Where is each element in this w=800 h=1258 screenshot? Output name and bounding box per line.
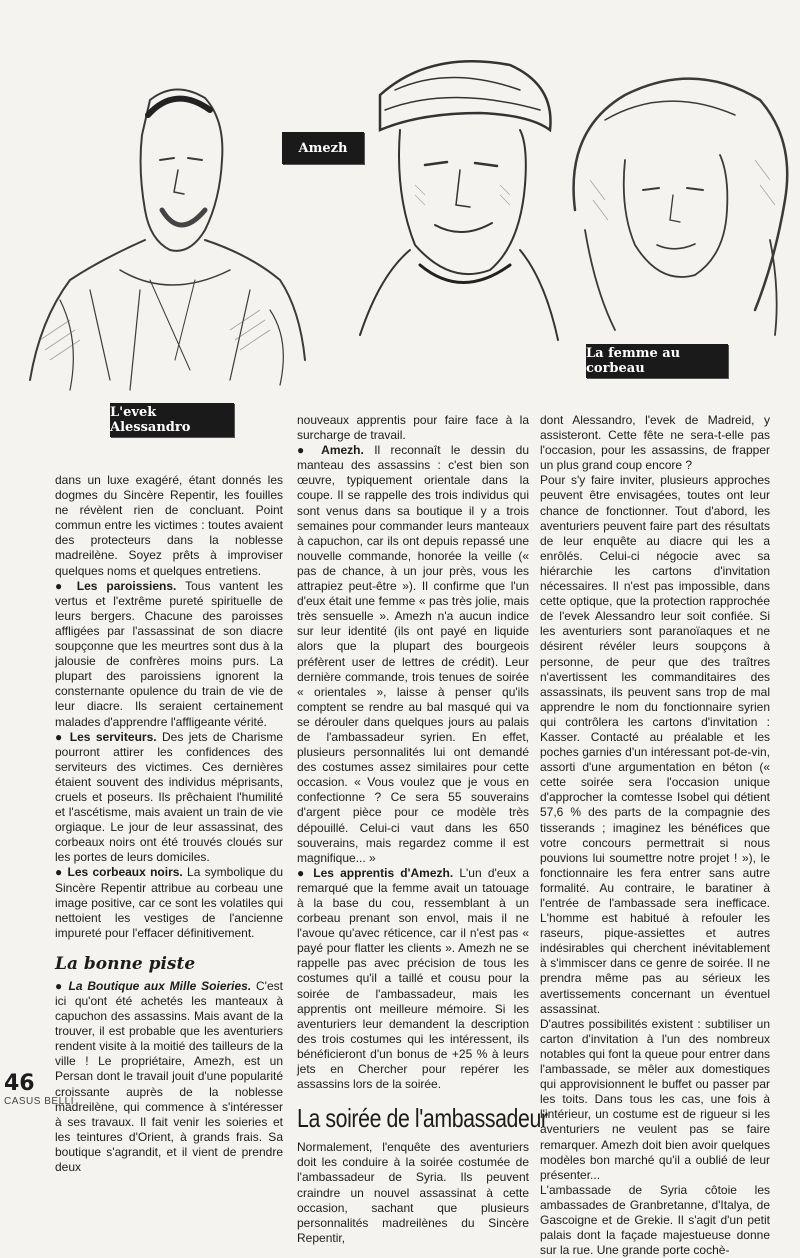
paragraph: nouveaux apprentis pour faire face à la surcharge de travail.: [297, 413, 529, 443]
bullet-icon: ●: [297, 443, 322, 458]
bullet-icon: ●: [55, 729, 70, 744]
paragraph: ● Les apprentis d'Amezh. L'un d'eux a remarqué que la femme avait un tatouage à la base du cou, ressemblant à un corbeau prenant son envol, mais il ne l'avoue qu'avec réticence, car il n'est pas « payé pour flatter les clients ». Amezh ne se rappelle pas avec précision de tous les costumes qu'il a taillé et cousu pour la soirée de l'ambassadeur, mais les apprentis ont meilleure mémoire. Si les aventuriers leur demandent la description des trois costumes qui les intéressent, ils bénéficieront d'un bonus de +25 % à leurs jets en Chercher pour repérer les assassins lors de la soirée.: [297, 865, 529, 1092]
paragraph: ● La Boutique aux Mille Soieries. C'est ici qu'ont été achetés les manteaux à capuchon des assassins. Mais avant de la trouver, il est probable que les aventuriers rendent visite à la moitié des tailleurs de la ville ! Le propriétaire, Amezh, est un Persan dont le travail jouit d'une popularité croissante auprès de la noblesse madreilène, qui commence à s'intéresser à ses travaux. Il fait venir les soieries et les teintures d'Orient, à grands frais. Sa boutique s'agrandit, et il vient de prendre deux: [55, 978, 283, 1175]
paragraph: Pour s'y faire inviter, plusieurs approches peuvent être envisagées, toutes ont leur chance de fonctionner. Tout d'abord, les aventuriers peuvent faire part des résultats de leur enquête au diacre qui les a enrôlés. Celui-ci négocie avec sa hiérarchie les cartons d'invitation nécessaires. Il n'est pas impossible, dans cette optique, que la protection rapprochée de l'evek Alessandro leur soit confiée. Si les aventuriers sont paranoïaques et ne désirent révéler leurs soupçons à personne, de peur que des traîtres n'avertissent les commanditaires des assassinats, ils peuvent sans trop de mal apprendre le nom du fonctionnaire syrien qui contrôlera les cartons d'invitation : Kasser. Contacté au préalable et les poches garnies d'un intéressant pot-de-vin, assorti d'une argumentation en béton (« cette soirée sera l'occasion unique d'approcher la comtesse Isobel qui détient 57,6 % des parts de la compagnie des tisserands ; imaginez les bénéfices que votre concours permettrait si nous pouvions lui soumettre notre projet ! »), le fonctionnaire les fera entrer sans autre formalité. Au contraire, le baratiner à l'entrée de l'ambassade sera inefficace. L'homme est habitué à refouler les raseurs, pique-assiettes et autres indésirables qui cherchent inévitablement à s'immiscer dans ce genre de soirée. Il ne prendra même pas au sérieux les avertissements concernant un éventuel assassinat.: [540, 473, 770, 1016]
paragraph: ● Les serviteurs. Des jets de Charisme pourront attirer les confidences des serviteurs des victimes. Ces dernières étaient souvent des individus méprisants, cruels et poseurs. Ils prêchaient l'humilité et l'ascétisme, mais avaient un train de vie orgiaque. Le jour de leur assassinat, des corbeaux noirs ont été trouvés cloués sur les portes de leurs domiciles.: [55, 729, 283, 865]
sketch-femme-au-corbeau: [555, 60, 800, 345]
column-left: [55, 473, 283, 1175]
bullet-icon: ●: [55, 578, 77, 593]
paragraph: ● Amezh. Il reconnaît le dessin du manteau des assassins : c'est bien son œuvre, typiquement orientale dans la coupe. Il se rappelle des trois individus qui sont venus dans sa boutique il y a trois semaines pour commander leurs manteaux à capuchon, car ils ont depuis repassé une nouvelle commande, honorée la veille (« pas de chance, à un jour près, vous les attrapiez peut-être »). Il confirme que l'un d'eux était une femme « pas très jolie, mais très sensuelle ». Amezh n'a aucun indice sur leur identité (ils ont payé en liquide alors que la plupart des bourgeois préfèrent user de lettres de crédit). Leur dernière commande, trois tenues de soirée « orientales », laisse à penser qu'ils comptent se rendre au bal masqué qui va se dérouler dans quelques jours au palais de l'ambassadeur syrien. En effet, plusieurs personnalités lui ont demandé des costumes assez similaires pour cette occasion. « Vous voulez que je vous en confectionne ? Ce sera 55 souverains d'argent pièce pour ce modèle très dépouillé. Celui-ci vaut dans les 650 souverains, mais regardez comme il est magnifique... »: [297, 443, 530, 865]
sketch-evek-alessandro: [0, 40, 320, 420]
bullet-icon: ●: [55, 978, 69, 993]
caption-amezh: Amezh: [282, 132, 364, 164]
folio: [4, 1072, 74, 1107]
term-corbeaux: Les corbeaux noirs.: [67, 865, 183, 880]
paragraph: L'ambassade de Syria côtoie les ambassades de Granbretanne, d'Italya, de Gascoigne et de Grekie. Il s'agit d'un petit palais dont la façade majestueuse donne sur la rue. Une grande porte cochè-: [540, 1182, 770, 1258]
caption-evek-alessandro: L'evek Alessandro: [110, 403, 234, 437]
caption-femme-au-corbeau: La femme au corbeau: [586, 344, 728, 378]
term-serviteurs: Les serviteurs.: [69, 729, 157, 744]
paragraph: ● Les paroissiens. Tous vantent les vertus et l'extrême pureté spirituelle de leurs bergers. Chacune des paroisses affligées par l'assassinat de son diacre soupçonne que les meurtres sont dus à la jalousie de confrères moins purs. La plupart des paroissiens ignorent la consternante opulence du train de vie de leur diacre. Ils seraient certainement malades d'apprendre l'affligeante vérité.: [55, 578, 283, 729]
bullet-icon: ●: [297, 865, 314, 880]
term-paroissiens: Les paroissiens.: [76, 578, 177, 593]
term-boutique: La Boutique aux Mille Soieries.: [68, 978, 252, 993]
paragraph: dans un luxe exagéré, étant donnés les dogmes du Sincère Repentir, les fouilles ne révèlent rien de concluant. Point commun entre les victimes : toutes avaient des protecteurs dans la noblesse madreilène. Soyez prêts à improviser quelques noms et quelques entretiens.: [55, 473, 283, 578]
paragraph: Normalement, l'enquête des aventuriers doit les conduire à la soirée costumée de l'ambassadeur de Syria. Ils peuvent craindre un nouvel assassinat à cette occasion, sachant que plusieurs personnalités madreilènes du Sincère Repentir,: [297, 1140, 529, 1245]
term-apprentis: Les apprentis d'Amezh.: [313, 865, 454, 880]
heading-soiree-ambassadeur: La soirée de l'ambassadeur: [297, 1103, 548, 1134]
paragraph: dont Alessandro, l'evek de Madreid, y assisteront. Cette fête ne sera-t-elle pas l'occasion, pour les assassins, de frapper un plus grand coup encore ?: [540, 413, 770, 473]
magazine-name: CASUS BELLI: [4, 1096, 74, 1107]
term-amezh: Amezh.: [321, 443, 364, 458]
column-middle: [297, 413, 548, 1245]
heading-bonne-piste: La bonne piste: [55, 953, 196, 974]
bullet-icon: ●: [55, 865, 68, 880]
page-number: 46: [4, 1071, 35, 1096]
paragraph: D'autres possibilités existent : subtiliser un carton d'invitation à l'un des nombreux notables qui font la queue pour entrer dans l'ambassade, se mêler aux domestiques qui approvisionnent le buffet ou passer par les toits. Dans tous les cas, une fois à l'intérieur, un costume est de rigueur si les aventuriers ne veulent pas se faire remarquer. Amezh doit bien avoir quelques modèles bon marché qu'il a oublié de leur présenter...: [540, 1016, 770, 1182]
paragraph: ● Les corbeaux noirs. La symbolique du Sincère Repentir attribue au corbeau une image positive, car ce sont les volatiles qui nettoient les vestiges de l'ancienne impureté pour l'effacer définitivement.: [55, 865, 283, 940]
sketch-amezh: [340, 35, 565, 350]
column-right: [540, 413, 770, 1258]
